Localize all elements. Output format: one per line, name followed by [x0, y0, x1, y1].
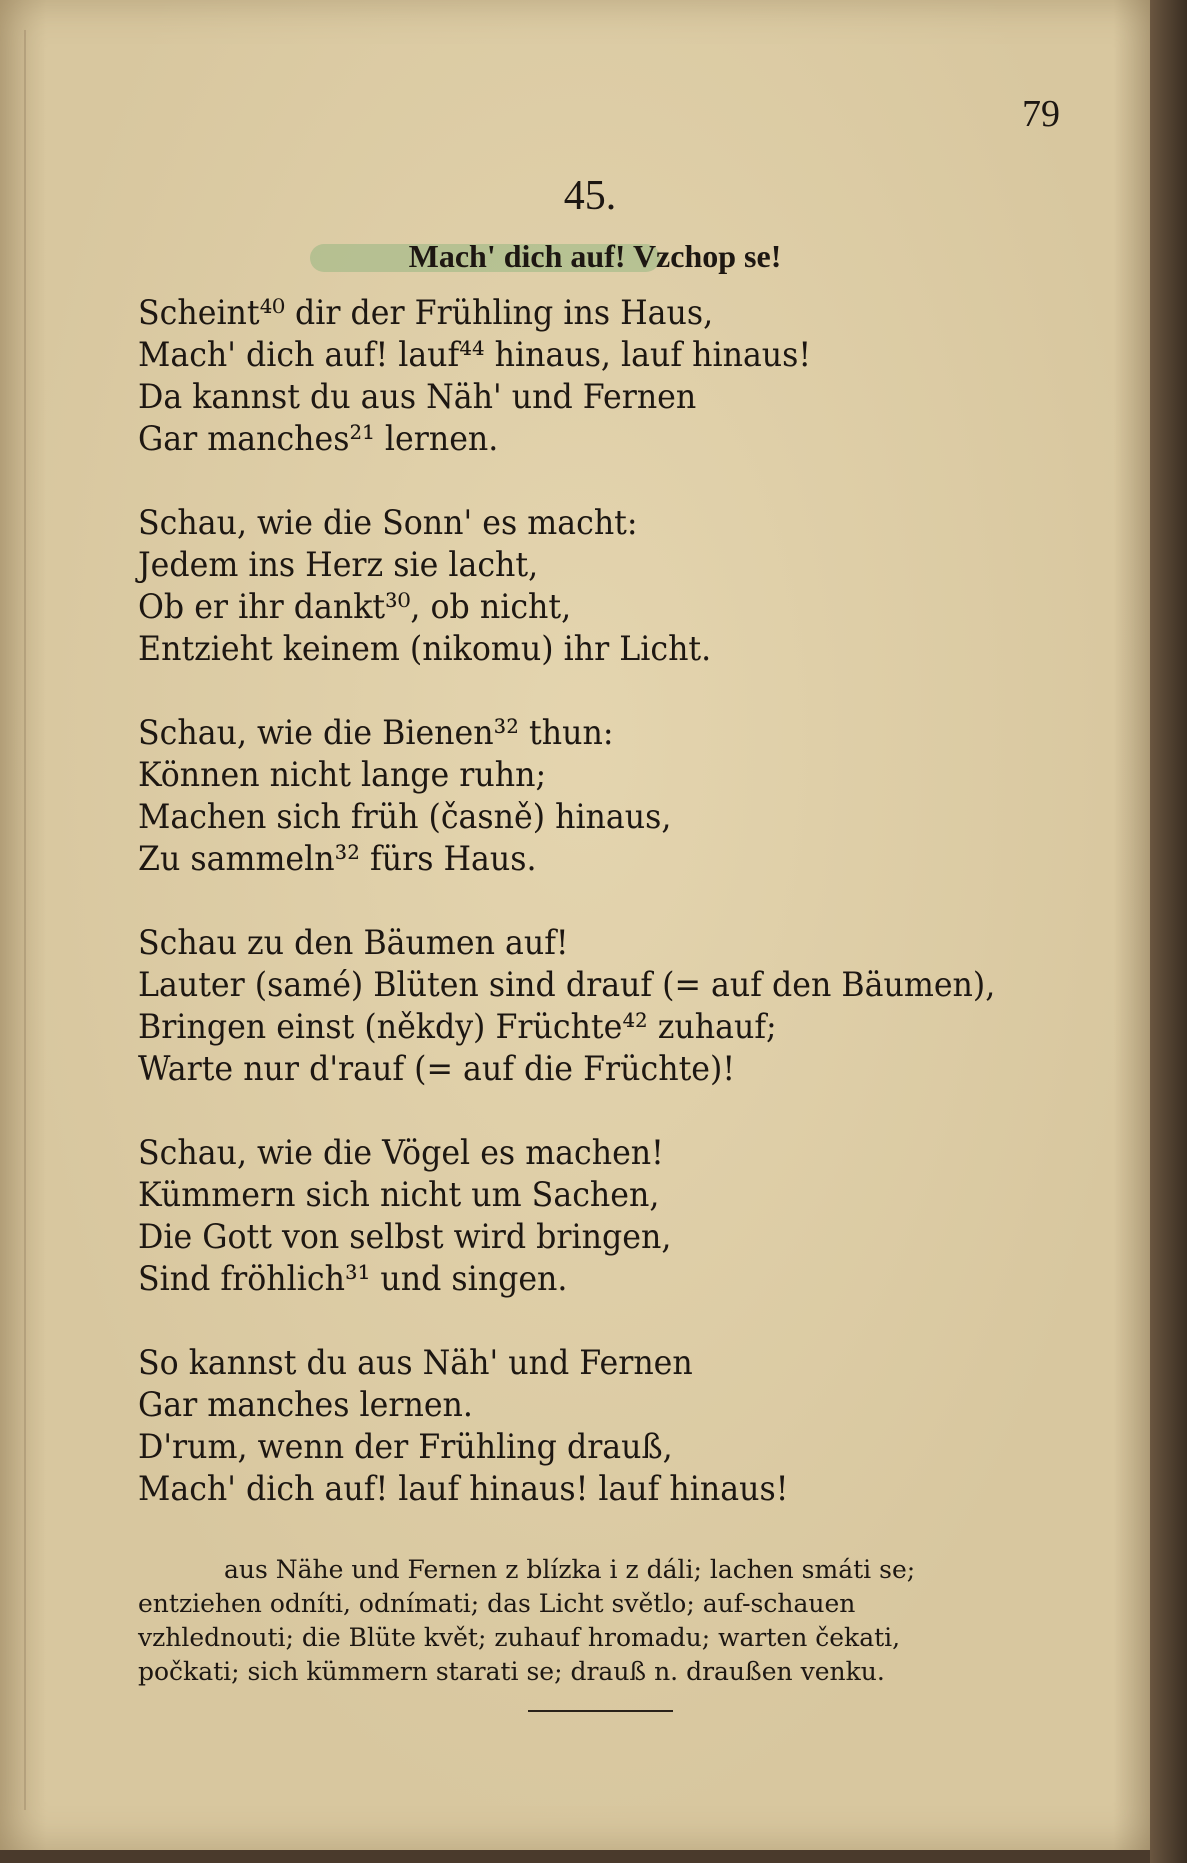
note-line: vzhlednouti; die Blüte květ; zuhauf hromadu; warten čekati,	[138, 1623, 901, 1652]
poem-line: Können nicht lange ruhn;	[138, 755, 547, 795]
stanza	[138, 922, 1098, 1090]
page-number: 79	[1022, 93, 1060, 135]
stanza	[138, 502, 1098, 670]
poem-line: Schau, wie die Bienen³² thun:	[138, 713, 614, 753]
poem-line: Ob er ihr dankt³⁰, ob nicht,	[138, 587, 572, 627]
poem-number: 45.	[563, 173, 617, 219]
poem-line: D'rum, wenn der Frühling drauß,	[138, 1427, 673, 1467]
note-line: aus Nähe und Fernen z blízka i z dáli; lachen smáti se;	[224, 1555, 916, 1584]
poem-line: Mach' dich auf! lauf hinaus! lauf hinaus!	[138, 1469, 789, 1509]
poem-body	[138, 292, 1098, 1552]
note-line: počkati; sich kümmern starati se; drauß n. draußen venku.	[138, 1657, 885, 1686]
poem-line: Schau zu den Bäumen auf!	[138, 923, 569, 963]
poem-line: Kümmern sich nicht um Sachen,	[138, 1175, 660, 1215]
poem-line: Lauter (samé) Blüten sind drauf (= auf den Bäumen),	[138, 965, 996, 1005]
poem-line: Gar manches²¹ lernen.	[138, 419, 499, 459]
book-edge	[1150, 0, 1187, 1863]
stanza	[138, 1342, 1098, 1510]
poem-line: Bringen einst (někdy) Früchte⁴² zuhauf;	[138, 1007, 777, 1047]
poem-title	[280, 238, 910, 278]
vocabulary-notes	[138, 1553, 1058, 1689]
poem-line: Jedem ins Herz sie lacht,	[138, 545, 539, 585]
poem-line: Warte nur d'rauf (= auf die Früchte)!	[138, 1049, 736, 1089]
poem-line: Die Gott von selbst wird bringen,	[138, 1217, 672, 1257]
poem-line: Da kannst du aus Näh' und Fernen	[138, 377, 697, 417]
closing-rule	[528, 1710, 673, 1712]
poem-line: So kannst du aus Näh' und Fernen	[138, 1343, 693, 1383]
poem-line: Gar manches lernen.	[138, 1385, 473, 1425]
stanza	[138, 1132, 1098, 1300]
poem-line: Schau, wie die Vögel es machen!	[138, 1133, 664, 1173]
poem-line: Mach' dich auf! lauf⁴⁴ hinaus, lauf hinaus!	[138, 335, 812, 375]
poem-line: Schau, wie die Sonn' es macht:	[138, 503, 638, 543]
poem-line: Entzieht keinem (nikomu) ihr Licht.	[138, 629, 712, 669]
stanza	[138, 292, 1098, 460]
poem-line: Scheint⁴⁰ dir der Frühling ins Haus,	[138, 293, 714, 333]
poem-title-text: Mach' dich auf! Vzchop se!	[408, 238, 782, 274]
poem-line: Sind fröhlich³¹ und singen.	[138, 1259, 568, 1299]
poem-line: Zu sammeln³² fürs Haus.	[138, 839, 537, 879]
poem-line: Machen sich früh (časně) hinaus,	[138, 797, 672, 837]
stanza	[138, 712, 1098, 880]
gutter-line	[24, 30, 26, 1810]
note-line: entziehen odníti, odnímati; das Licht světlo; auf-schauen	[138, 1589, 856, 1618]
